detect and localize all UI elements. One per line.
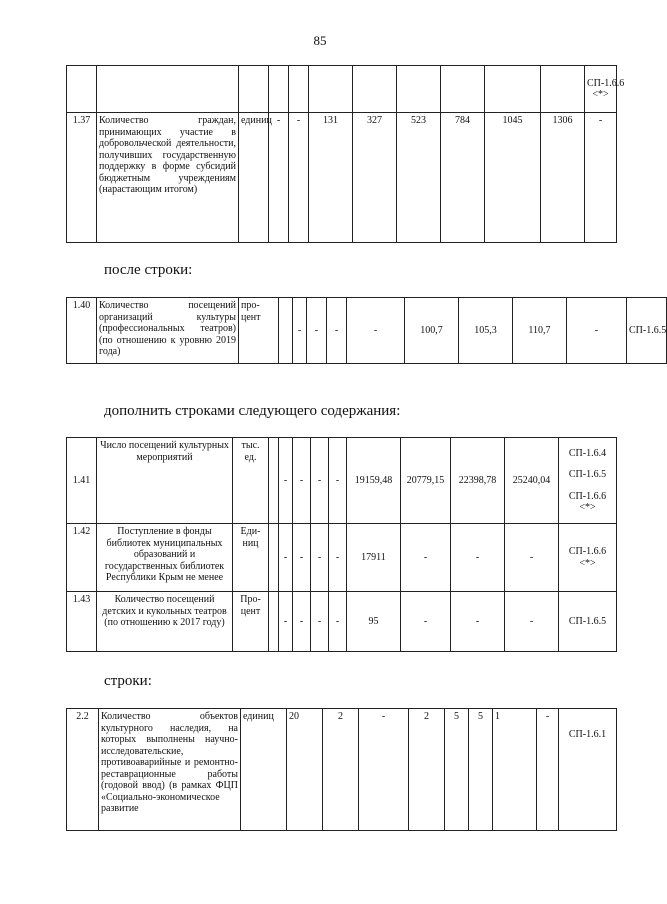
reference-code: СП-1.6.5 [568, 615, 607, 627]
unit-cell: единиц [241, 709, 287, 831]
value-cell: - [329, 438, 347, 524]
value-cell: - [327, 298, 347, 364]
value-cell: - [293, 298, 307, 364]
value-cell: 523 [397, 113, 441, 243]
heading-rows: строки: [104, 673, 152, 689]
reference-cell [559, 438, 617, 524]
reference-cell: СП-1.6.6 <*> [585, 66, 617, 113]
value-cell: 110,7 [513, 298, 567, 364]
value-cell: - [567, 298, 627, 364]
value-cell: 22398,78 [451, 438, 505, 524]
value-cell: - [359, 709, 409, 831]
indicator-name: Число посещений культурных мероприятий [97, 438, 233, 524]
heading-after-row: после строки: [104, 262, 193, 278]
value-cell: 5 [445, 709, 469, 831]
value-cell: 5 [469, 709, 493, 831]
unit-cell: тыс. ед. [233, 438, 269, 524]
table-row [67, 298, 667, 364]
value-cell: - [401, 592, 451, 652]
value-cell: 100,7 [405, 298, 459, 364]
reference-cell: СП-1.6.5 [627, 298, 667, 364]
table-row [67, 524, 617, 592]
value-cell: 95 [347, 592, 401, 652]
value-cell: 2 [409, 709, 445, 831]
value-cell: 1 [493, 709, 537, 831]
value-cell: - [329, 524, 347, 592]
value-cell: - [347, 298, 405, 364]
reference-cell [559, 524, 617, 592]
reference-code: СП-1.6.6 <*> [568, 546, 607, 569]
table-row [67, 66, 617, 113]
value-cell: - [311, 592, 329, 652]
value-cell: - [505, 524, 559, 592]
indicator-table-1 [66, 65, 625, 243]
indicator-table-4 [66, 708, 617, 831]
indicator-table-2 [66, 297, 667, 364]
unit-cell: Про-цент [233, 592, 269, 652]
reference-code: СП-1.6.6 <*> [568, 490, 607, 513]
row-number: 1.42 [67, 524, 97, 592]
table-row [67, 438, 617, 524]
value-cell: - [537, 709, 559, 831]
value-cell: 327 [353, 113, 397, 243]
value-cell: - [269, 113, 289, 243]
value-cell: - [293, 592, 311, 652]
value-cell: - [329, 592, 347, 652]
value-cell: 2 [323, 709, 359, 831]
value-cell: - [289, 113, 309, 243]
value-cell: 105,3 [459, 298, 513, 364]
value-cell: - [293, 438, 311, 524]
value-cell: - [451, 524, 505, 592]
indicator-name: Поступление в фонды библиотек муниципальных образований и государственных библиотек Республики Крым не менее [97, 524, 233, 592]
value-cell: - [279, 438, 293, 524]
value-cell: 1306 [541, 113, 585, 243]
indicator-table-3 [66, 437, 617, 652]
indicator-name: Количество объектов культурного наследия, на которых выполнены научно-исследовательские, противоаварийные и ремонтно-реставрационные работы (годовой ввод) (в рамках ФЦП «Социально-экономическое развитие [99, 709, 241, 831]
value-cell: 17911 [347, 524, 401, 592]
row-number: 1.40 [67, 298, 97, 364]
value-cell: - [505, 592, 559, 652]
value-cell: - [279, 592, 293, 652]
value-cell: 784 [441, 113, 485, 243]
value-cell: - [311, 524, 329, 592]
indicator-name: Количество посещений организаций культуры (профессиональных театров) (по отношению к уровню 2019 года) [97, 298, 239, 364]
value-cell: - [451, 592, 505, 652]
reference-cell: СП-1.6.1 [559, 709, 617, 831]
value-cell: 19159,48 [347, 438, 401, 524]
table-row [67, 709, 617, 831]
heading-add-rows: дополнить строками следующего содержания: [104, 403, 401, 419]
reference-cell: - [585, 113, 617, 243]
value-cell: - [293, 524, 311, 592]
value-cell: 20779,15 [401, 438, 451, 524]
row-number: 1.41 [67, 438, 97, 524]
unit-cell: про-цент [239, 298, 279, 364]
unit-cell: Еди-ниц [233, 524, 269, 592]
value-cell: - [311, 438, 329, 524]
value-cell: 1045 [485, 113, 541, 243]
table-row [67, 592, 617, 652]
indicator-name: Количество посещений детских и кукольных театров (по отношению к 2017 году) [97, 592, 233, 652]
value-cell: 20 [287, 709, 323, 831]
reference-code: СП-1.6.4 [568, 447, 607, 459]
value-cell: - [307, 298, 327, 364]
indicator-name: Количество граждан, принимающих участие в добровольческой деятельности, получивших государственную поддержку в форме субсидий бюджетным учреждениям (нарастающим итогом) [97, 113, 239, 243]
table-row [67, 113, 617, 243]
value-cell: 131 [309, 113, 353, 243]
row-number: 1.43 [67, 592, 97, 652]
value-cell: - [401, 524, 451, 592]
page-number: 85 [313, 33, 327, 48]
reference-code: СП-1.6.5 [568, 469, 607, 480]
value-cell: 25240,04 [505, 438, 559, 524]
row-number: 2.2 [67, 709, 99, 831]
unit-cell: единиц [239, 113, 269, 243]
reference-cell [559, 592, 617, 652]
value-cell: - [279, 524, 293, 592]
row-number: 1.37 [67, 113, 97, 243]
